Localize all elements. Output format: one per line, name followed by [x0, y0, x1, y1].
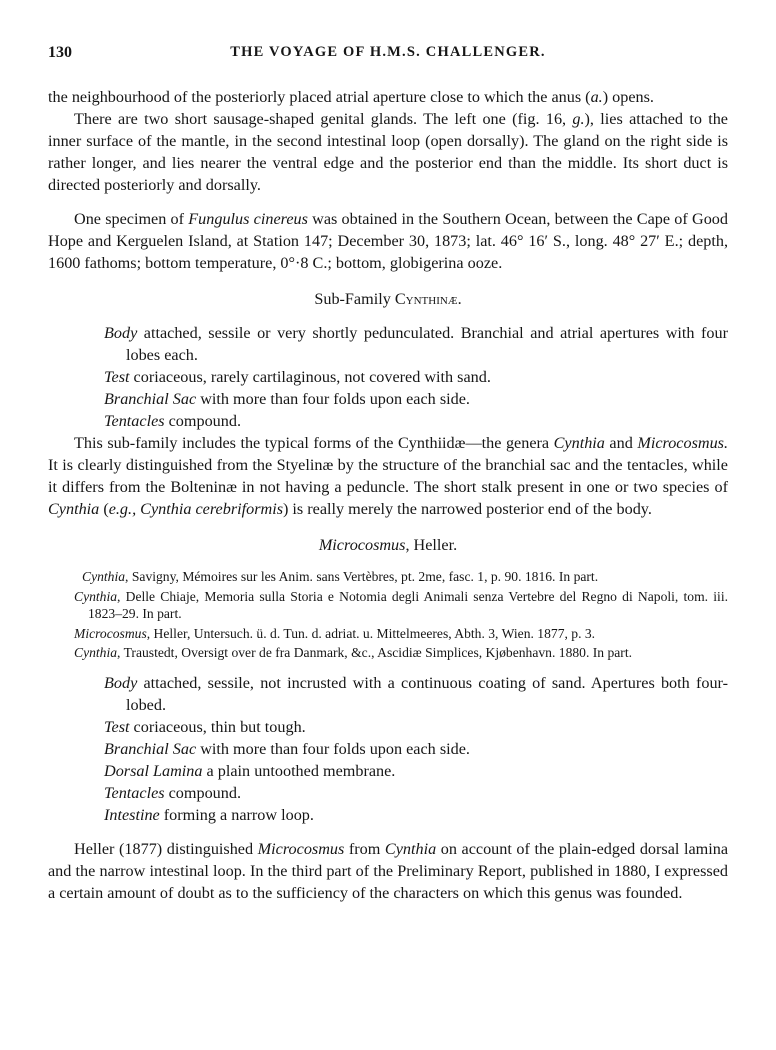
subfamily-heading	[48, 288, 728, 310]
diagnosis-entry	[104, 738, 728, 760]
diagnosis-text: compound.	[164, 783, 241, 802]
synonymy-entry	[48, 625, 728, 643]
text-run: from	[344, 839, 385, 858]
diagnosis-text: forming a narrow loop.	[159, 805, 314, 824]
label-italic: a.	[590, 88, 603, 106]
diagnosis-term: Branchial Sac	[104, 390, 197, 408]
page-number: 130	[48, 44, 72, 61]
diagnosis-term: Branchial Sac	[104, 739, 197, 758]
diagnosis-text: with more than four folds upon each side.	[196, 739, 470, 758]
synonymy-entry	[48, 588, 728, 623]
diagnosis-text: a plain untoothed membrane.	[202, 761, 396, 780]
diagnosis-term: Test	[104, 368, 130, 386]
diagnosis-text: attached, sessile or very shortly pedunculated. Branchial and atrial apertures with four lobes each.	[126, 324, 728, 364]
body-text	[48, 86, 728, 904]
text-run: was obtained in the Southern Ocean, between the Cape of Good Hope and Kerguelen Island, at Station 147; December 30, 1873; lat. 46° 16′ S., long. 48° 27′ E.; depth, 1600 fathoms; bottom temperature, 0°·8 C.; bottom, globigerina ooze.	[48, 210, 728, 272]
diagnosis-term: Body	[104, 673, 138, 692]
genus-diagnosis	[48, 672, 728, 826]
text-run: This sub-family includes the typical forms of the Cynthiidæ—the genera	[74, 434, 554, 452]
species-name: e.g., Cynthia cerebriformis	[108, 500, 283, 518]
paragraph-subfamily-discussion	[48, 432, 728, 520]
paragraph-anus	[48, 86, 728, 108]
genus-name: Microcosmus	[257, 839, 345, 858]
genus-author: , Heller.	[405, 536, 458, 554]
text-run: on account of the plain-edged dorsal lamina and the narrow intestinal loop. In the third part of the Preliminary Report, published in 1880, I expressed a certain amount of doubt as to the sufficiency of the characters on which this genus was founded.	[48, 839, 729, 902]
text-run: ) opens.	[602, 88, 654, 106]
text-run: (	[99, 500, 109, 518]
diagnosis-term: Dorsal Lamina	[104, 761, 203, 780]
diagnosis-text: compound.	[164, 412, 241, 430]
species-name: Fungulus cinereus	[188, 210, 308, 228]
diagnosis-text: with more than four folds upon each side.	[196, 390, 470, 408]
diagnosis-text: attached, sessile, not incrusted with a continuous coating of sand. Apertures both four-lobed.	[126, 673, 728, 714]
diagnosis-entry	[104, 804, 728, 826]
synonym-genus: Cynthia	[82, 569, 126, 584]
synonymy-entry	[48, 568, 728, 586]
synonymy-entry	[48, 644, 728, 662]
diagnosis-term: Tentacles	[104, 412, 165, 430]
text-run: It is clearly distinguished from the Styelinæ by the structure of the branchial sac and the tentacles, while it differs from the Bolteninæ in not having a peduncle. The short stalk present in one or two species of	[48, 456, 728, 496]
genus-name: Cynthia	[48, 500, 100, 518]
page-header	[48, 44, 728, 68]
synonym-reference: , Traustedt, Oversigt over de fra Danmark, &c., Ascidiæ Simplices, Kjøbenhavn. 1880. In part.	[117, 645, 633, 660]
synonym-genus: Microcosmus	[74, 625, 147, 641]
paragraph-genital-glands	[48, 108, 728, 196]
diagnosis-term: Test	[104, 717, 130, 736]
running-title: THE VOYAGE OF H.M.S. CHALLENGER.	[230, 44, 546, 60]
diagnosis-entry	[104, 760, 728, 782]
diagnosis-entry	[104, 672, 728, 716]
diagnosis-entry	[104, 716, 728, 738]
diagnosis-text: coriaceous, thin but tough.	[129, 717, 306, 736]
text-run: One specimen of	[74, 210, 189, 228]
synonym-genus: Cynthia	[74, 645, 118, 660]
text-run: Heller (1877) distinguished	[74, 839, 258, 858]
subfamily-diagnosis	[48, 322, 728, 432]
diagnosis-entry	[104, 388, 728, 410]
text-run: and	[604, 434, 638, 452]
synonymy-list	[48, 568, 728, 662]
text-run: There are two short sausage-shaped genital glands. The left one (fig. 16,	[74, 110, 573, 128]
genus-name: Cynthia	[384, 839, 437, 858]
label-italic: g.	[572, 110, 585, 128]
synonym-reference: , Delle Chiaje, Memoria sulla Storia e Notomia degli Animali senza Vertebre del Regno di Napoli, tom. iii. 1823–29. In part.	[88, 588, 728, 621]
diagnosis-term: Body	[104, 324, 138, 342]
subfamily-name: Cynthinæ.	[394, 290, 462, 308]
diagnosis-entry	[104, 322, 728, 366]
diagnosis-entry	[104, 366, 728, 388]
diagnosis-term: Tentacles	[104, 783, 165, 802]
diagnosis-entry	[104, 410, 728, 432]
heading-prefix: Sub-Family	[314, 290, 395, 308]
text-run: ), lies attached to the inner surface of the mantle, in the second intestinal loop (open dorsally). The gland on the right side is rather longer, and lies nearer the ventral edge and the posterior end than the middle. Its short duct is directed posteriorly and dorsally.	[48, 110, 728, 194]
paragraph-specimen	[48, 208, 728, 274]
diagnosis-term: Intestine	[104, 805, 160, 824]
synonym-reference: , Savigny, Mémoires sur les Anim. sans Vertèbres, pt. 2me, fasc. 1, p. 90. 1816. In part.	[125, 569, 599, 584]
genus-heading	[48, 534, 728, 556]
synonym-genus: Cynthia	[74, 588, 118, 604]
genus-name: Microcosmus.	[637, 434, 729, 452]
genus-name: Cynthia	[553, 434, 605, 452]
diagnosis-text: coriaceous, rarely cartilaginous, not covered with sand.	[129, 368, 491, 386]
genus-name: Microcosmus	[318, 536, 406, 554]
paragraph-heller	[48, 838, 728, 904]
diagnosis-entry	[104, 782, 728, 804]
text-run: the neighbourhood of the posteriorly placed atrial aperture close to which the anus (	[48, 88, 591, 106]
synonym-reference: , Heller, Untersuch. ü. d. Tun. d. adriat. u. Mittelmeeres, Abth. 3, Wien. 1877, p. 3.	[146, 625, 596, 641]
text-run: ) is really merely the narrowed posterior end of the body.	[283, 500, 652, 518]
